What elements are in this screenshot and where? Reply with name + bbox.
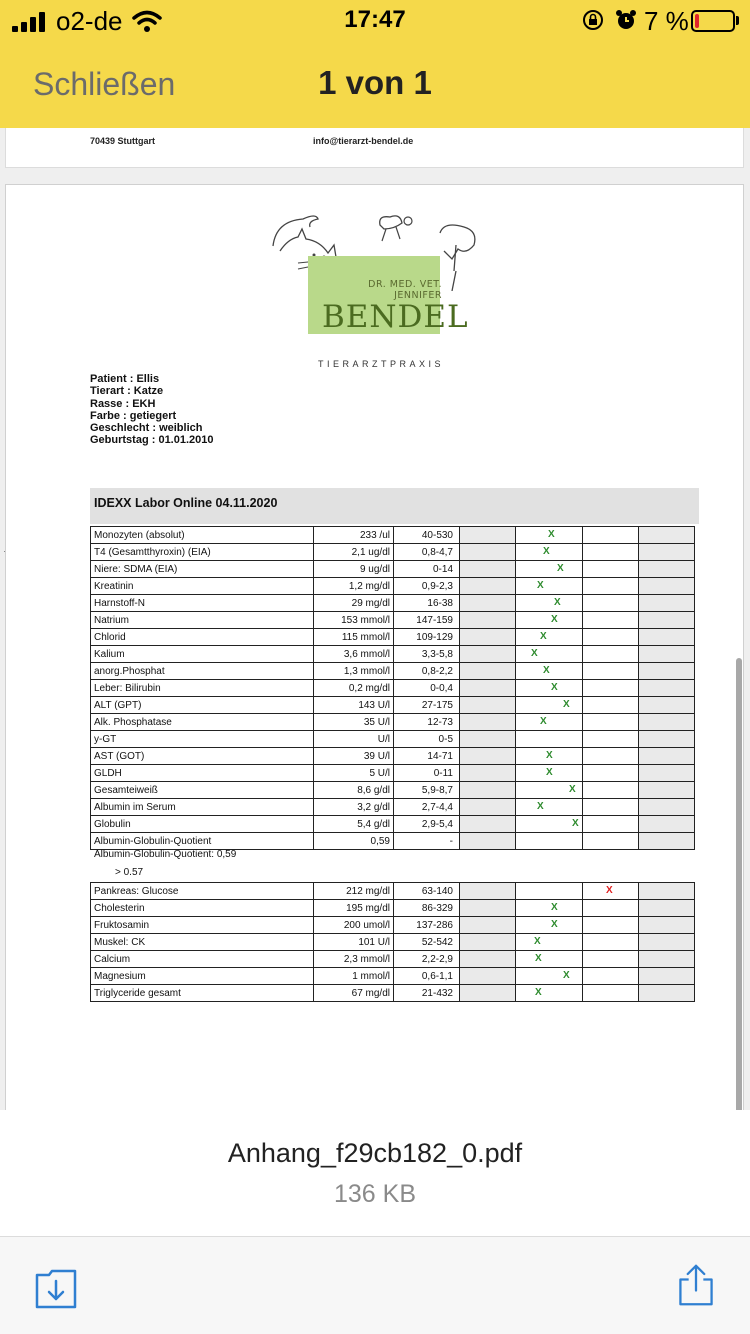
result-marker: X: [548, 529, 555, 540]
high-zone: [583, 714, 639, 731]
patient-species: Tierart : Katze: [90, 385, 164, 398]
table-row: [91, 527, 695, 544]
table-row: [91, 697, 695, 714]
low-zone: [460, 595, 516, 612]
test-name: Monozyten (absolut): [91, 527, 314, 544]
normal-zone: [516, 833, 583, 850]
critical-zone: [639, 612, 695, 629]
critical-zone: [639, 697, 695, 714]
test-name: Kreatinin: [91, 578, 314, 595]
high-zone: [583, 731, 639, 748]
table-row: [91, 917, 695, 934]
result-marker: X: [537, 801, 544, 812]
test-result: 1 mmol/l: [314, 968, 394, 985]
high-zone: [583, 917, 639, 934]
result-marker: X: [551, 614, 558, 625]
address-right: info@tierarzt-bendel.de: [313, 136, 414, 146]
normal-zone: [516, 765, 583, 782]
normal-zone: [516, 646, 583, 663]
rotation-lock-icon: [582, 8, 604, 32]
test-result: 5 U/l: [314, 765, 394, 782]
pdf-viewer[interactable]: [0, 128, 750, 1110]
table-row: [91, 782, 695, 799]
table-row: [91, 731, 695, 748]
critical-zone: [639, 799, 695, 816]
table-row: [91, 900, 695, 917]
test-result: 212 mg/dl: [314, 883, 394, 900]
normal-zone: [516, 985, 583, 1002]
file-info: [0, 1110, 750, 1236]
result-marker: X: [554, 597, 561, 608]
high-zone: [583, 833, 639, 850]
table-row: [91, 883, 695, 900]
normal-zone: [516, 612, 583, 629]
high-zone: [583, 799, 639, 816]
table-row: [91, 951, 695, 968]
critical-zone: [639, 561, 695, 578]
critical-zone: [639, 663, 695, 680]
lab-results-table: [90, 526, 695, 850]
table-row: [91, 816, 695, 833]
reference-range: 86-329: [394, 900, 460, 917]
battery-percentage: 7 %: [644, 6, 689, 36]
normal-zone: [516, 917, 583, 934]
critical-zone: [639, 646, 695, 663]
reference-range: 0,6-1,1: [394, 968, 460, 985]
test-result: 35 U/l: [314, 714, 394, 731]
address-left: 70439 Stuttgart: [90, 136, 156, 146]
test-name: Muskel: CK: [91, 934, 314, 951]
reference-range: 0,8-2,2: [394, 663, 460, 680]
low-zone: [460, 782, 516, 799]
test-result: 1,2 mg/dl: [314, 578, 394, 595]
low-zone: [460, 765, 516, 782]
table-row: [91, 833, 695, 850]
reference-range: 3,3-5,8: [394, 646, 460, 663]
patient-name: Patient : Ellis: [90, 373, 160, 385]
high-zone: [583, 629, 639, 646]
low-zone: [460, 816, 516, 833]
table-row: [91, 612, 695, 629]
alarm-icon: [614, 8, 638, 32]
low-zone: [460, 646, 516, 663]
normal-zone: [516, 883, 583, 900]
table-row: [91, 714, 695, 731]
test-name: Niere: SDMA (EIA): [91, 561, 314, 578]
normal-zone: [516, 680, 583, 697]
reference-range: 137-286: [394, 917, 460, 934]
normal-zone: [516, 578, 583, 595]
result-marker: X: [551, 682, 558, 693]
download-icon[interactable]: [35, 1267, 79, 1311]
normal-zone: [516, 714, 583, 731]
critical-zone: [639, 951, 695, 968]
result-marker: X: [563, 699, 570, 710]
result-marker: X: [606, 885, 613, 896]
test-result: 2,1 ug/dl: [314, 544, 394, 561]
critical-zone: [639, 900, 695, 917]
critical-zone: [639, 680, 695, 697]
test-result: 0,59: [314, 833, 394, 850]
reference-range: 109-129: [394, 629, 460, 646]
high-zone: [583, 578, 639, 595]
patient-breed: Rasse : EKH: [90, 397, 156, 410]
test-result: 3,2 g/dl: [314, 799, 394, 816]
patient-info: [90, 373, 214, 447]
critical-zone: [639, 578, 695, 595]
high-zone: [583, 900, 639, 917]
result-marker: X: [540, 716, 547, 727]
critical-zone: [639, 833, 695, 850]
reference-range: 52-542: [394, 934, 460, 951]
reference-range: 2,2-2,9: [394, 951, 460, 968]
test-name: Cholesterin: [91, 900, 314, 917]
normal-zone: [516, 782, 583, 799]
high-zone: [583, 968, 639, 985]
critical-zone: [639, 934, 695, 951]
low-zone: [460, 934, 516, 951]
reference-range: 0,9-2,3: [394, 578, 460, 595]
critical-zone: [639, 595, 695, 612]
test-result: 5,4 g/dl: [314, 816, 394, 833]
patient-birthday: Geburtstag : 01.01.2010: [90, 434, 214, 447]
share-icon[interactable]: [674, 1263, 718, 1307]
critical-zone: [639, 917, 695, 934]
test-result: 2,3 mmol/l: [314, 951, 394, 968]
test-result: 143 U/l: [314, 697, 394, 714]
test-result: 0,2 mg/dl: [314, 680, 394, 697]
high-zone: [583, 663, 639, 680]
normal-zone: [516, 544, 583, 561]
low-zone: [460, 900, 516, 917]
table-row: [91, 748, 695, 765]
critical-zone: [639, 765, 695, 782]
result-marker: X: [563, 970, 570, 981]
normal-zone: [516, 527, 583, 544]
low-zone: [460, 561, 516, 578]
low-zone: [460, 833, 516, 850]
table-row: [91, 595, 695, 612]
test-result: 101 U/l: [314, 934, 394, 951]
critical-zone: [639, 883, 695, 900]
high-zone: [583, 612, 639, 629]
low-zone: [460, 731, 516, 748]
logo-tagline: TIERARZTPRAXIS: [317, 359, 444, 369]
lab-title: IDEXX Labor Online 04.11.2020: [94, 496, 278, 510]
patient-color: Farbe : getiegert: [90, 409, 177, 422]
normal-zone: [516, 629, 583, 646]
normal-zone: [516, 697, 583, 714]
test-result: 1,3 mmol/l: [314, 663, 394, 680]
high-zone: [583, 561, 639, 578]
critical-zone: [639, 714, 695, 731]
table-row: [91, 646, 695, 663]
normal-zone: [516, 934, 583, 951]
critical-zone: [639, 629, 695, 646]
normal-zone: [516, 731, 583, 748]
test-name: ALT (GPT): [91, 697, 314, 714]
low-zone: [460, 968, 516, 985]
test-name: Pankreas: Glucose: [91, 883, 314, 900]
result-marker: X: [535, 953, 542, 964]
high-zone: [583, 951, 639, 968]
table-row: [91, 629, 695, 646]
reference-range: 0-11: [394, 765, 460, 782]
result-marker: X: [543, 546, 550, 557]
reference-range: 0,8-4,7: [394, 544, 460, 561]
reference-range: 14-71: [394, 748, 460, 765]
lab-header: [90, 488, 699, 524]
high-zone: [583, 816, 639, 833]
low-zone: [460, 883, 516, 900]
test-result: 115 mmol/l: [314, 629, 394, 646]
table-row: [91, 799, 695, 816]
high-zone: [583, 985, 639, 1002]
battery-tip: [736, 16, 739, 25]
table-row: [91, 934, 695, 951]
critical-zone: [639, 731, 695, 748]
result-marker: X: [534, 936, 541, 947]
result-marker: X: [537, 580, 544, 591]
high-zone: [583, 595, 639, 612]
reference-range: 21-432: [394, 985, 460, 1002]
result-marker: X: [557, 563, 564, 574]
result-marker: X: [551, 902, 558, 913]
critical-zone: [639, 544, 695, 561]
critical-zone: [639, 816, 695, 833]
critical-zone: [639, 748, 695, 765]
result-marker: X: [531, 648, 538, 659]
lab-results-table-2: [90, 882, 695, 1002]
reference-range: 147-159: [394, 612, 460, 629]
test-result: 200 umol/l: [314, 917, 394, 934]
low-zone: [460, 680, 516, 697]
high-zone: [583, 680, 639, 697]
high-zone: [583, 748, 639, 765]
test-name: y-GT: [91, 731, 314, 748]
test-name: Fruktosamin: [91, 917, 314, 934]
low-zone: [460, 714, 516, 731]
patient-sex: Geschlecht : weiblich: [90, 422, 203, 435]
normal-zone: [516, 663, 583, 680]
critical-zone: [639, 782, 695, 799]
page-count-title: 1 von 1: [318, 64, 432, 101]
result-marker: X: [572, 818, 579, 829]
high-zone: [583, 883, 639, 900]
reference-range: 0-0,4: [394, 680, 460, 697]
test-name: Harnstoff-N: [91, 595, 314, 612]
test-name: anorg.Phosphat: [91, 663, 314, 680]
low-zone: [460, 917, 516, 934]
ag-quotient-note: Albumin-Globulin-Quotient: 0,59: [94, 849, 237, 860]
low-zone: [460, 799, 516, 816]
low-zone: [460, 951, 516, 968]
test-result: 233 /ul: [314, 527, 394, 544]
test-result: 29 mg/dl: [314, 595, 394, 612]
low-zone: [460, 629, 516, 646]
result-marker: X: [546, 750, 553, 761]
carrier-label: o2-de: [56, 6, 123, 36]
normal-zone: [516, 816, 583, 833]
high-zone: [583, 765, 639, 782]
result-marker: X: [551, 919, 558, 930]
test-name: Gesamteiweiß: [91, 782, 314, 799]
high-zone: [583, 934, 639, 951]
table-row: [91, 663, 695, 680]
reference-range: 2,7-4,4: [394, 799, 460, 816]
result-marker: X: [540, 631, 547, 642]
table-row: [91, 680, 695, 697]
reference-range: 0-5: [394, 731, 460, 748]
low-zone: [460, 697, 516, 714]
table-row: [91, 561, 695, 578]
test-name: Magnesium: [91, 968, 314, 985]
normal-zone: [516, 561, 583, 578]
result-marker: X: [543, 665, 550, 676]
normal-zone: [516, 595, 583, 612]
high-zone: [583, 646, 639, 663]
test-name: Alk. Phosphatase: [91, 714, 314, 731]
nav-bar: [0, 42, 750, 128]
file-name: Anhang_f29cb182_0.pdf: [227, 1138, 523, 1168]
test-result: 195 mg/dl: [314, 900, 394, 917]
critical-zone: [639, 527, 695, 544]
test-name: Calcium: [91, 951, 314, 968]
normal-zone: [516, 748, 583, 765]
reference-range: 27-175: [394, 697, 460, 714]
table-row: [91, 544, 695, 561]
result-marker: X: [546, 767, 553, 778]
clock: 17:47: [344, 6, 406, 33]
test-result: 67 mg/dl: [314, 985, 394, 1002]
low-zone: [460, 578, 516, 595]
high-zone: [583, 544, 639, 561]
low-zone: [460, 612, 516, 629]
reference-range: 0-14: [394, 561, 460, 578]
reference-range: 2,9-5,4: [394, 816, 460, 833]
battery-icon: [691, 10, 735, 32]
low-zone: [460, 544, 516, 561]
table-row: [91, 985, 695, 1002]
pdf-page-2: [5, 184, 744, 1110]
pdf-page-1: [5, 128, 744, 168]
file-size: 136 KB: [333, 1180, 416, 1208]
test-name: Kalium: [91, 646, 314, 663]
result-marker: X: [569, 784, 576, 795]
test-result: 3,6 mmol/l: [314, 646, 394, 663]
normal-zone: [516, 799, 583, 816]
table-row: [91, 968, 695, 985]
low-zone: [460, 663, 516, 680]
normal-zone: [516, 900, 583, 917]
critical-zone: [639, 985, 695, 1002]
scroll-indicator[interactable]: [736, 658, 742, 1110]
reference-range: 63-140: [394, 883, 460, 900]
table-row: [91, 578, 695, 595]
low-zone: [460, 748, 516, 765]
test-result: 8,6 g/dl: [314, 782, 394, 799]
status-bar: [0, 0, 750, 42]
test-name: Globulin: [91, 816, 314, 833]
high-zone: [583, 782, 639, 799]
normal-zone: [516, 951, 583, 968]
test-name: Albumin im Serum: [91, 799, 314, 816]
reference-range: 5,9-8,7: [394, 782, 460, 799]
low-zone: [460, 527, 516, 544]
table-row: [91, 765, 695, 782]
test-name: Natrium: [91, 612, 314, 629]
test-name: Leber: Bilirubin: [91, 680, 314, 697]
reference-range: 12-73: [394, 714, 460, 731]
logo-name: BENDEL: [322, 299, 469, 335]
reference-range: 40-530: [394, 527, 460, 544]
logo-title-line: DR. MED. VET. JENNIFER: [368, 279, 442, 301]
test-result: U/l: [314, 731, 394, 748]
test-result: 9 ug/dl: [314, 561, 394, 578]
test-name: Triglyceride gesamt: [91, 985, 314, 1002]
result-marker: X: [535, 987, 542, 998]
reference-range: -: [394, 833, 460, 850]
practice-logo: [268, 211, 488, 369]
test-name: AST (GOT): [91, 748, 314, 765]
high-zone: [583, 527, 639, 544]
normal-zone: [516, 968, 583, 985]
test-name: GLDH: [91, 765, 314, 782]
test-result: 39 U/l: [314, 748, 394, 765]
low-zone: [460, 985, 516, 1002]
ag-quotient-threshold: > 0.57: [115, 867, 144, 878]
bottom-toolbar: [0, 1236, 750, 1334]
test-result: 153 mmol/l: [314, 612, 394, 629]
critical-zone: [639, 968, 695, 985]
high-zone: [583, 697, 639, 714]
reference-range: 16-38: [394, 595, 460, 612]
test-name: Chlorid: [91, 629, 314, 646]
test-name: Albumin-Globulin-Quotient: [91, 833, 314, 850]
close-button[interactable]: Schließen: [33, 66, 176, 102]
test-name: T4 (Gesamtthyroxin) (EIA): [91, 544, 314, 561]
